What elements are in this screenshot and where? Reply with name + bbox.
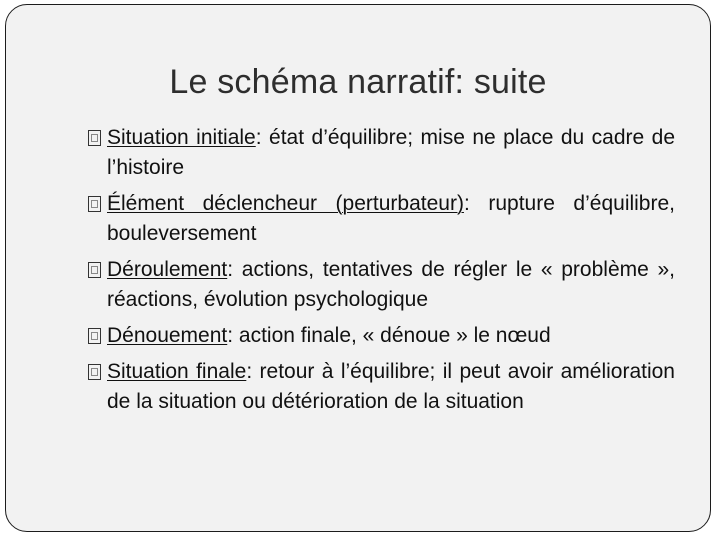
bullet-box-icon	[88, 364, 101, 380]
bullet-box-icon	[88, 328, 101, 344]
bullet-situation-finale	[88, 357, 675, 417]
bullet-term: Situation initiale	[107, 126, 256, 149]
bullet-denouement	[88, 321, 675, 351]
bullet-term: Élément déclencheur (perturbateur)	[107, 192, 464, 215]
slide-frame	[5, 4, 711, 532]
bullet-term: Situation finale	[107, 360, 247, 383]
bullet-term: Déroulement	[107, 258, 228, 281]
bullet-box-icon	[88, 196, 101, 212]
bullet-box-icon	[88, 130, 101, 146]
bullet-situation-initiale	[88, 123, 675, 183]
bullet-text: : action finale, « dénoue » le nœud	[227, 324, 551, 347]
bullet-term: Dénouement	[107, 324, 228, 347]
bullet-text: : actions, tentatives de régler le « problème », réactions, évolution psychologique	[107, 258, 675, 311]
bullet-list	[88, 123, 675, 423]
slide-title: Le schéma narratif: suite	[169, 63, 547, 101]
bullet-text: : rupture d’équilibre, bouleversement	[107, 192, 675, 245]
bullet-text: : retour à l’équilibre; il peut avoir amélioration de la situation ou détérioration de la situation	[107, 360, 675, 413]
bullet-text: : état d’équilibre; mise ne place du cadre de l’histoire	[107, 126, 676, 179]
bullet-element-declencheur	[88, 189, 675, 249]
bullet-box-icon	[88, 262, 101, 278]
bullet-deroulement	[88, 255, 675, 315]
